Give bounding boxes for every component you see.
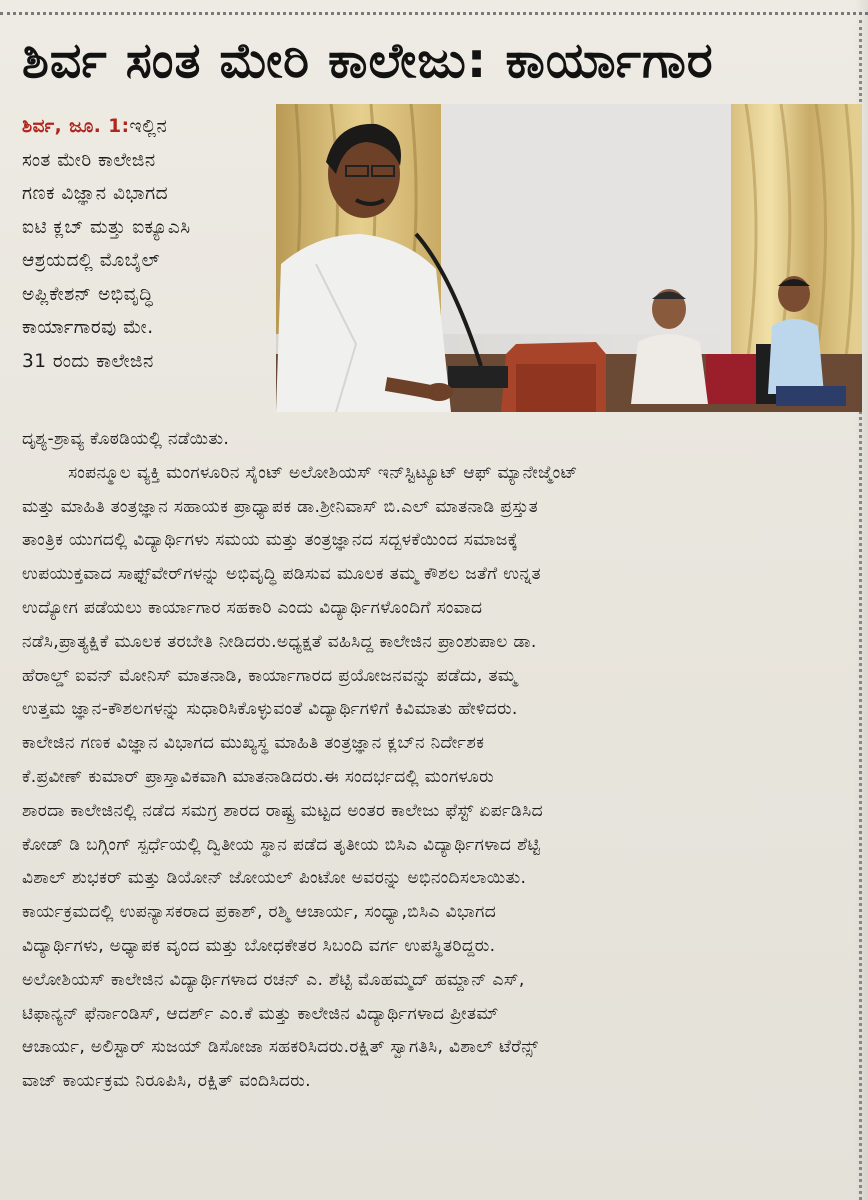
body-line: ಉಪಯುಕ್ತವಾದ ಸಾಫ್ಟ್‌ವೇರ್‌ಗಳನ್ನು ಅಭಿವೃದ್ಧಿ ಪಡಿಸುವ ಮೂಲಕ ತಮ್ಮ ಕೌಶಲ ಜತೆಗೆ ಉನ್ನತ bbox=[22, 564, 542, 585]
body-line: ಹೆರಾಲ್ಡ್ ಐವನ್ ಮೋನಿಸ್ ಮಾತನಾಡಿ, ಕಾರ್ಯಾಗಾರದ ಪ್ರಯೋಜನವನ್ನು ಪಡೆದು, ತಮ್ಮ bbox=[22, 665, 517, 686]
body-line: ಮತ್ತು ಮಾಹಿತಿ ತಂತ್ರಜ್ಞಾನ ಸಹಾಯಕ ಪ್ರಾಧ್ಯಾಪಕ ಡಾ.ಶ್ರೀನಿವಾಸ್ ಬಿ.ಎಲ್ ಮಾತನಾಡಿ ಪ್ರಸ್ತುತ bbox=[22, 496, 539, 517]
body-line: ನಡೆಸಿ,ಪ್ರಾತ್ಯಕ್ಷಿಕೆ ಮೂಲಕ ತರಬೇತಿ ನೀಡಿದರು.ಅಧ್ಯಕ್ಷತೆ ವಹಿಸಿದ್ದ ಕಾಲೇಜಿನ ಪ್ರಾಂಶುಪಾಲ ಡಾ. bbox=[22, 631, 537, 652]
body-line: ಕಾರ್ಯಕ್ರಮದಲ್ಲಿ ಉಪನ್ಯಾಸಕರಾದ ಪ್ರಕಾಶ್, ರಶ್ಮಿ ಆಚಾರ್ಯ, ಸಂಧ್ಯಾ,ಬಿಸಿಎ ವಿಭಾಗದ bbox=[22, 902, 497, 923]
paper-edge-shadow bbox=[854, 0, 868, 1200]
body-line: ಟಿಫಾನ್ಯನ್ ಫೆರ್ನಾಂಡಿಸ್, ಆದರ್ಶ್ ಎಂ.ಕೆ ಮತ್ತು ಕಾಲೇಜಿನ ವಿದ್ಯಾರ್ಥಿಗಳಾದ ಪ್ರೀತಮ್ bbox=[22, 1003, 499, 1024]
body-line: ದೃಶ್ಯ-ಶ್ರಾವ್ಯ ಕೊಠಡಿಯಲ್ಲಿ ನಡೆಯಿತು. bbox=[22, 429, 230, 449]
intro-line: ಆಶ್ರಯದಲ್ಲಿ ಮೊಬೈಲ್ bbox=[22, 250, 161, 271]
cut-line-top bbox=[0, 12, 868, 15]
article-headline: ಶಿರ್ವ ಸಂತ ಮೇರಿ ಕಾಲೇಜು: ಕಾರ್ಯಾಗಾರ bbox=[22, 32, 714, 89]
body-line: ಶಾರದಾ ಕಾಲೇಜಿನಲ್ಲಿ ನಡೆದ ಸಮಗ್ರ ಶಾರದ ರಾಷ್ಟ್ರ ಮಟ್ಟದ ಅಂತರ ಕಾಲೇಜು ಫೆಸ್ಟ್ ಏರ್ಪಡಿಸಿದ bbox=[22, 800, 543, 821]
body-line: ತಾಂತ್ರಿಕ ಯುಗದಲ್ಲಿ ವಿದ್ಯಾರ್ಥಿಗಳು ಸಮಯ ಮತ್ತು ತಂತ್ರಜ್ಞಾನದ ಸದ್ಬಳಕೆಯಿಂದ ಸಮಾಜಕ್ಕೆ bbox=[22, 530, 519, 551]
intro-line: ಕಾರ್ಯಾಗಾರವು ಮೇ. bbox=[22, 317, 154, 338]
body-line: ಕೋಡ್ ಡಿ ಬಗ್ಗಿಂಗ್ ಸ್ಪರ್ಧೆಯಲ್ಲಿ ದ್ವಿತೀಯ ಸ್ಥಾನ ಪಡೆದ ತೃತೀಯ ಬಿಸಿಎ ವಿದ್ಯಾರ್ಥಿಗಳಾದ ಶೆಟ್ಟಿ bbox=[22, 834, 541, 855]
intro-line: ಅಪ್ಲಿಕೇಶನ್ ಅಭಿವೃದ್ಧಿ bbox=[22, 283, 154, 305]
event-photo bbox=[276, 104, 862, 412]
intro-column bbox=[22, 110, 272, 378]
event-photo-illustration bbox=[276, 104, 862, 412]
dateline: ಶಿರ್ವ, ಜೂ. 1: bbox=[22, 116, 130, 137]
body-line: ಉದ್ಯೋಗ ಪಡೆಯಲು ಕಾರ್ಯಾಗಾರ ಸಹಕಾರಿ ಎಂದು ವಿದ್ಯಾರ್ಥಿಗಳೊಂದಿಗೆ ಸಂವಾದ bbox=[22, 597, 483, 618]
intro-line: 31 ರಂದು ಕಾಲೇಜಿನ bbox=[22, 350, 154, 372]
body-line: ಕೆ.ಪ್ರವೀಣ್ ಕುಮಾರ್ ಪ್ರಾಸ್ತಾವಿಕವಾಗಿ ಮಾತನಾಡಿದರು.ಈ ಸಂದರ್ಭದಲ್ಲಿ ಮಂಗಳೂರು bbox=[22, 766, 495, 787]
article-body bbox=[22, 423, 852, 1099]
body-line: ಸಂಪನ್ಮೂಲ ವ್ಯಕ್ತಿ ಮಂಗಳೂರಿನ ಸೈಂಟ್ ಅಲೋಶಿಯಸ್ ಇನ್‌ಸ್ಟಿಟ್ಯೂಟ್ ಆಫ್ ಮ್ಯಾನೇಜ್ಮೆಂಟ್ bbox=[22, 462, 578, 483]
intro-line: ಐಟಿ ಕ್ಲಬ್ ಮತ್ತು ಐಕ್ಯೂಎಸಿ bbox=[22, 216, 191, 238]
body-line: ವಿದ್ಯಾರ್ಥಿಗಳು, ಅಧ್ಯಾಪಕ ವೃಂದ ಮತ್ತು ಬೋಧಕೇತರ ಸಿಬಂದಿ ವರ್ಗ ಉಪಸ್ಥಿತರಿದ್ದರು. bbox=[22, 935, 496, 956]
body-line: ಆಚಾರ್ಯ, ಅಲಿಸ್ಟಾರ್ ಸುಜಯ್ ಡಿಸೋಜಾ ಸಹಕರಿಸಿದರು.ರಕ್ಷಿತ್ ಸ್ವಾಗತಿಸಿ, ವಿಶಾಲ್ ಟೆರೆನ್ಸ್ bbox=[22, 1037, 539, 1058]
intro-line: ಗಣಕ ವಿಜ್ಞಾನ ವಿಭಾಗದ bbox=[22, 183, 169, 204]
body-line: ವಾಜ್ ಕಾರ್ಯಕ್ರಮ ನಿರೂಪಿಸಿ, ರಕ್ಷಿತ್ ವಂದಿಸಿದರು. bbox=[22, 1071, 311, 1092]
body-line: ಅಲೋಶಿಯಸ್ ಕಾಲೇಜಿನ ವಿದ್ಯಾರ್ಥಿಗಳಾದ ರಚನ್ ಎ. ಶೆಟ್ಟಿ ಮೊಹಮ್ಮದ್ ಹಮ್ದಾನ್ ಎಸ್, bbox=[22, 969, 525, 990]
intro-line: ಸಂತ ಮೇರಿ ಕಾಲೇಜಿನ bbox=[22, 149, 156, 171]
body-line: ವಿಶಾಲ್ ಶುಭಕರ್ ಮತ್ತು ಡಿಯೋನ್ ಜೋಯಲ್ ಪಿಂಟೋ ಅವರನ್ನು ಅಭಿನಂದಿಸಲಾಯಿತು. bbox=[22, 868, 527, 889]
intro-line-0: ಶಿರ್ವ, ಜೂ. 1:ಇಲ್ಲಿನ bbox=[22, 116, 168, 137]
body-line: ಕಾಲೇಜಿನ ಗಣಕ ವಿಜ್ಞಾನ ವಿಭಾಗದ ಮುಖ್ಯಸ್ಥ ಮಾಹಿತಿ ತಂತ್ರಜ್ಞಾನ ಕ್ಲಬ್‌ನ ನಿರ್ದೇಶಕ bbox=[22, 733, 485, 754]
body-line: ಉತ್ತಮ ಜ್ಞಾನ-ಕೌಶಲಗಳನ್ನು ಸುಧಾರಿಸಿಕೊಳ್ಳುವಂತೆ ವಿದ್ಯಾರ್ಥಿಗಳಿಗೆ ಕಿವಿಮಾತು ಹೇಳಿದರು. bbox=[22, 699, 518, 720]
